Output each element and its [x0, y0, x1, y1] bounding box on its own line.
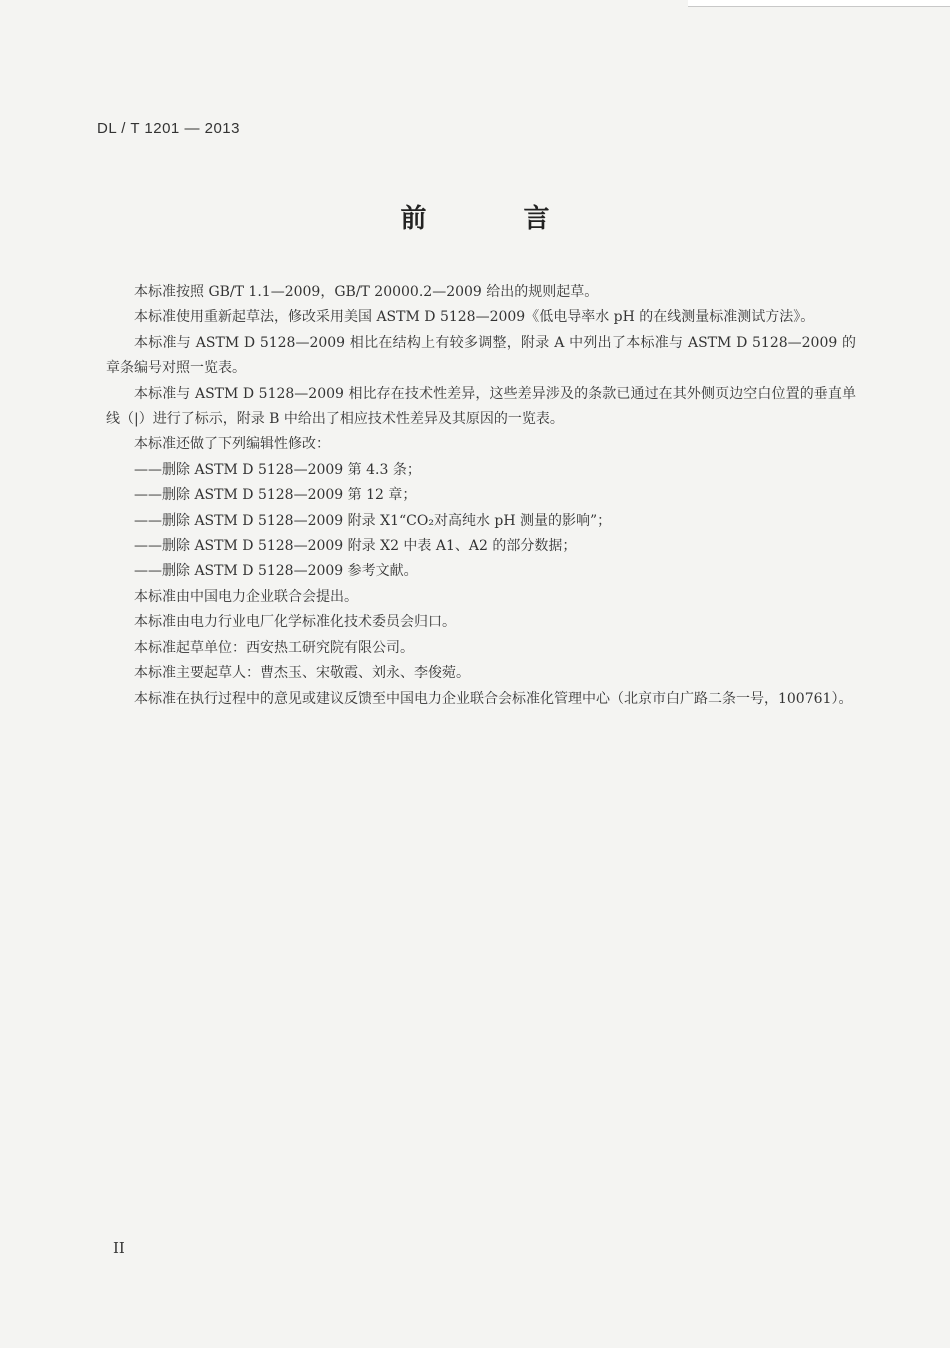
paragraph-editorial-intro: 本标准还做了下列编辑性修改：	[134, 436, 330, 453]
paragraph-adoption-method: 本标准使用重新起草法，修改采用美国 ASTM D 5128—2009《低电导率水 pH 的在线测量标准测试方法》。	[134, 309, 815, 326]
paragraph-structure-changes: 本标准与 ASTM D 5128—2009 相比在结构上有较多调整，附录 A 中列出了本标准与 ASTM D 5128—2009 的章条编号对照一览表。	[106, 334, 856, 377]
paragraph-drafting-unit: 本标准起草单位：西安热工研究院有限公司。	[134, 639, 414, 656]
scan-edge	[688, 0, 950, 7]
paragraph-drafters: 本标准主要起草人：曹杰玉、宋敬霞、刘永、李俊菀。	[134, 665, 470, 682]
paragraph-drafting-rules: 本标准按照 GB/T 1.1—2009，GB/T 20000.2—2009 给出的规则起草。	[134, 284, 599, 300]
page-title: 前 言	[400, 204, 594, 234]
list-item-deletion: ——删除 ASTM D 5128—2009 附录 X1“CO₂对高纯水 pH 测量的影响”；	[134, 512, 612, 529]
foreword-body	[106, 280, 856, 712]
list-item-deletion: ——删除 ASTM D 5128—2009 第 4.3 条；	[134, 461, 421, 478]
document-code: DL / T 1201 — 2013	[97, 120, 240, 137]
list-item-deletion: ——删除 ASTM D 5128—2009 参考文献。	[134, 563, 418, 580]
list-item-deletion: ——删除 ASTM D 5128—2009 附录 X2 中表 A1、A2 的部分数据；	[134, 538, 577, 555]
paragraph-technical-differences: 本标准与 ASTM D 5128—2009 相比存在技术性差异，这些差异涉及的条款已通过在其外侧页边空白位置的垂直单线（|）进行了标示，附录 B 中给出了相应技术性差异及其原因的一览表。	[106, 385, 856, 428]
paragraph-feedback: 本标准在执行过程中的意见或建议反馈至中国电力企业联合会标准化管理中心（北京市白广路二条一号，100761）。	[134, 690, 853, 707]
paragraph-administrator: 本标准由电力行业电厂化学标准化技术委员会归口。	[134, 614, 456, 631]
page-number: II	[113, 1239, 125, 1257]
paragraph-proposer: 本标准由中国电力企业联合会提出。	[134, 588, 358, 605]
list-item-deletion: ——删除 ASTM D 5128—2009 第 12 章；	[134, 487, 417, 504]
